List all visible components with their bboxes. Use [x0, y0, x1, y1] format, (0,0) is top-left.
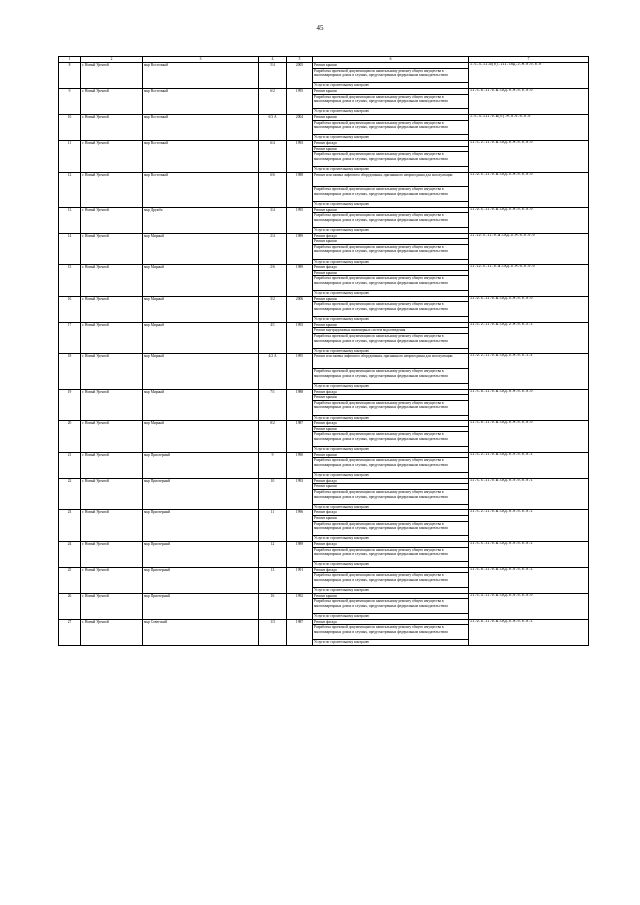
district-cell: мкр Приозерный: [143, 510, 259, 542]
work-item: Услуги по строительному контролю: [314, 259, 370, 264]
house-number-cell: 9: [259, 452, 287, 478]
house-number-cell: 13: [259, 567, 287, 593]
city-cell: г. Новый Уренгой: [81, 389, 143, 421]
year-cell: 1991: [287, 567, 313, 593]
district-cell: мкр Восточный: [143, 172, 259, 207]
work-item: Услуги по строительному контролю: [314, 228, 370, 233]
work-item: Ремонт или замена лифтового оборудования, признанного непригодным для эксплуатации: [313, 354, 468, 369]
table-row: [59, 421, 589, 453]
city-cell: г. Новый Уренгой: [81, 452, 143, 478]
work-code-cell: II-12-5-II-0-Ш-СКД-Л-М-0-0-0-0: [469, 233, 589, 265]
work-item: Ремонт фасада: [313, 141, 468, 147]
work-item: Ремонт фасада: [313, 234, 468, 240]
column-header: 5: [287, 57, 313, 63]
work-code-cell: II-9-5-II-0-Ш-СКД-Л-М-0-0-0-0: [469, 172, 589, 207]
work-code-cell: II-5-2-II-0-Ш-СКД-0-0-0-0-0-1: [469, 452, 589, 478]
year-cell: 1993: [287, 140, 313, 172]
work-code-cell: II-9-5-II-0-Ш-СКД-Л-М-0-0-0-0: [469, 296, 589, 322]
work-code-cell: II-12-5-II-0-Ш-СКД-Л-М-0-0-0-0: [469, 265, 589, 297]
works-cell: [313, 478, 469, 510]
row-number: 13: [59, 207, 81, 233]
district-cell: мкр Приозерный: [143, 541, 259, 567]
work-item: Услуги по строительному контролю: [314, 473, 370, 478]
work-item: Разработка проектной документации по капитальному ремонту общего имущества в многоквартирных домах в случаях, предусмотренных федеральным законодательством: [313, 213, 468, 228]
table-row: [59, 322, 589, 354]
city-cell: г. Новый Уренгой: [81, 541, 143, 567]
city-cell: г. Новый Уренгой: [81, 63, 143, 89]
row-number: 18: [59, 354, 81, 389]
house-number-cell: 16: [259, 593, 287, 619]
city-cell: г. Новый Уренгой: [81, 567, 143, 593]
house-number-cell: 1/3: [259, 619, 287, 645]
work-item: Ремонт крыши: [313, 271, 468, 277]
works-cell: [313, 510, 469, 542]
work-item: Услуги по строительному контролю: [314, 415, 370, 420]
year-cell: 1993: [287, 322, 313, 354]
work-item: Разработка проектной документации по капитальному ремонту общего имущества в многоквартирных домах в случаях, предусмотренных федеральным законодательством: [313, 458, 468, 473]
works-cell: [313, 354, 469, 389]
row-number: 16: [59, 296, 81, 322]
works-cell: [313, 322, 469, 354]
work-item: Ремонт фасада: [313, 510, 468, 516]
work-item: Услуги по строительному контролю: [314, 317, 370, 322]
work-item: Разработка проектной документации по капитальному ремонту общего имущества в многоквартирных домах в случаях, предусмотренных федеральным законодательством: [313, 522, 468, 537]
table-row: [59, 296, 589, 322]
work-item: Разработка проектной документации по капитальному ремонту общего имущества в многоквартирных домах в случаях, предусмотренных федеральным законодательством: [313, 599, 468, 614]
table-row: [59, 354, 589, 389]
works-cell: [313, 172, 469, 207]
district-cell: мкр Мирный: [143, 354, 259, 389]
house-number-cell: 3/2: [259, 296, 287, 322]
works-cell: [313, 88, 469, 114]
district-cell: мкр Восточный: [143, 140, 259, 172]
district-cell: мкр Восточный: [143, 88, 259, 114]
year-cell: 1989: [287, 233, 313, 265]
city-cell: г. Новый Уренгой: [81, 593, 143, 619]
year-cell: 1993: [287, 478, 313, 510]
work-item: Разработка проектной документации по капитальному ремонту общего имущества в многоквартирных домах в случаях, предусмотренных федеральным законодательством: [313, 69, 468, 84]
work-code-cell: II-5-5-II-0-Ш-СКД-0-0-0-0-0-1: [469, 541, 589, 567]
work-item: Разработка проектной документации по капитальному ремонту общего имущества в многоквартирных домах в случаях, предусмотренных федеральным законодательством: [313, 369, 468, 384]
work-item: Ремонт фасада: [313, 265, 468, 271]
district-cell: мкр Приозерный: [143, 567, 259, 593]
work-item: Разработка проектной документации по капитальному ремонту общего имущества в многоквартирных домах в случаях, предусмотренных федеральным законодательством: [313, 548, 468, 563]
house-number-cell: 6/6: [259, 172, 287, 207]
registry-table: [58, 56, 589, 646]
column-header: 6: [313, 57, 469, 63]
work-item: Разработка проектной документации по капитальному ремонту общего имущества в многоквартирных домах в случаях, предусмотренных федеральным законодательством: [313, 276, 468, 291]
works-cell: [313, 207, 469, 233]
work-item: Услуги по строительному контролю: [314, 562, 370, 567]
year-cell: 1995: [287, 207, 313, 233]
row-number: 20: [59, 421, 81, 453]
row-number: 17: [59, 322, 81, 354]
year-cell: 1995: [287, 88, 313, 114]
house-number-cell: 6/4: [259, 140, 287, 172]
district-cell: мкр Восточный: [143, 114, 259, 140]
year-cell: 1989: [287, 265, 313, 297]
year-cell: 1988: [287, 389, 313, 421]
work-item: Разработка проектной документации по капитальному ремонту общего имущества в многоквартирных домах в случаях, предусмотренных федеральным законодательством: [313, 490, 468, 505]
works-cell: [313, 452, 469, 478]
city-cell: г. Новый Уренгой: [81, 296, 143, 322]
district-cell: мкр Дружба: [143, 207, 259, 233]
works-cell: [313, 421, 469, 453]
work-code-cell: I-5-4-III-0-Ш(б)-М-0-0-0-0-0: [469, 114, 589, 140]
city-cell: г. Новый Уренгой: [81, 510, 143, 542]
year-cell: 1989: [287, 541, 313, 567]
works-cell: [313, 296, 469, 322]
city-cell: г. Новый Уренгой: [81, 619, 143, 645]
work-code-cell: II-5-3-II-0-Ш-СКД-0-0-0-0-0-0: [469, 593, 589, 619]
row-number: 8: [59, 63, 81, 89]
table-row: [59, 452, 589, 478]
table-row: [59, 567, 589, 593]
year-cell: 1987: [287, 421, 313, 453]
city-cell: г. Новый Уренгой: [81, 354, 143, 389]
house-number-cell: 4/2 А: [259, 354, 287, 389]
house-number-cell: 6/2: [259, 88, 287, 114]
work-item: Услуги по строительному контролю: [314, 109, 370, 114]
work-item: Разработка проектной документации по капитальному ремонту общего имущества в многоквартирных домах в случаях, предусмотренных федеральным законодательством: [313, 95, 468, 110]
district-cell: мкр Советский: [143, 619, 259, 645]
city-cell: г. Новый Уренгой: [81, 478, 143, 510]
row-number: 11: [59, 140, 81, 172]
row-number: 25: [59, 567, 81, 593]
column-header: 2: [81, 57, 143, 63]
district-cell: мкр Мирный: [143, 233, 259, 265]
work-item: Услуги по строительному контролю: [314, 83, 370, 88]
work-code-cell: II-5-2-II-0-Ш-СКД-0-М-0-0-0-0: [469, 140, 589, 172]
row-number: 24: [59, 541, 81, 567]
work-code-cell: II-5-6-II-0-Ш-СКД-0-М-0-0-0-0: [469, 421, 589, 453]
column-header: 3: [143, 57, 259, 63]
work-item: Услуги по строительному контролю: [314, 135, 370, 140]
house-number-cell: 11: [259, 510, 287, 542]
work-item: Услуги по строительному контролю: [314, 166, 370, 171]
works-cell: [313, 265, 469, 297]
city-cell: г. Новый Уренгой: [81, 265, 143, 297]
table-row: [59, 619, 589, 645]
year-cell: 1990: [287, 452, 313, 478]
work-item: Ремонт фасада: [313, 542, 468, 548]
year-cell: 1988: [287, 172, 313, 207]
row-number: 21: [59, 452, 81, 478]
row-number: 27: [59, 619, 81, 645]
house-number-cell: 6/3 А: [259, 114, 287, 140]
work-item: Ремонт крыши: [313, 115, 468, 121]
work-item: Разработка проектной документации по капитальному ремонту общего имущества в многоквартирных домах в случаях, предусмотренных федеральным законодательством: [313, 334, 468, 349]
work-code-cell: II-5-6-II-0-Ш-СКД-0-М-0-0-0-0: [469, 389, 589, 421]
city-cell: г. Новый Уренгой: [81, 322, 143, 354]
work-item: Разработка проектной документации по капитальному ремонту общего имущества в многоквартирных домах в случаях, предусмотренных федеральным законодательством: [313, 245, 468, 260]
city-cell: г. Новый Уренгой: [81, 207, 143, 233]
house-number-cell: 8/2: [259, 421, 287, 453]
table-row: [59, 172, 589, 207]
district-cell: мкр Мирный: [143, 265, 259, 297]
row-number: 26: [59, 593, 81, 619]
work-item: Разработка проектной документации по капитальному ремонту общего имущества в многоквартирных домах в случаях, предусмотренных федеральным законодательством: [313, 401, 468, 416]
row-number: 22: [59, 478, 81, 510]
work-item: Ремонт крыши: [313, 147, 468, 153]
work-item: Ремонт крыши: [313, 89, 468, 95]
row-number: 12: [59, 172, 81, 207]
row-number: 14: [59, 233, 81, 265]
city-cell: г. Новый Уренгой: [81, 233, 143, 265]
row-number: 23: [59, 510, 81, 542]
work-item: Услуги по строительному контролю: [314, 447, 370, 452]
work-item: Услуги по строительному контролю: [314, 504, 370, 509]
house-number-cell: 10: [259, 478, 287, 510]
column-header: 1: [59, 57, 81, 63]
city-cell: г. Новый Уренгой: [81, 114, 143, 140]
city-cell: г. Новый Уренгой: [81, 140, 143, 172]
table-row: [59, 114, 589, 140]
works-cell: [313, 140, 469, 172]
works-cell: [313, 541, 469, 567]
work-code-cell: II-5-2-II-0-Ш-СКД-2-М-0-0-2-1: [469, 322, 589, 354]
work-item: Ремонт крыши: [313, 395, 468, 401]
work-item: Ремонт фасада: [313, 620, 468, 626]
works-cell: [313, 593, 469, 619]
work-item: Услуги по строительному контролю: [314, 291, 370, 296]
row-number: 19: [59, 389, 81, 421]
district-cell: мкр Мирный: [143, 421, 259, 453]
city-cell: г. Новый Уренгой: [81, 421, 143, 453]
work-item: Услуги по строительному контролю: [314, 588, 370, 593]
table-row: [59, 140, 589, 172]
house-number-cell: 4/1: [259, 322, 287, 354]
work-item: Услуги по строительному контролю: [314, 202, 370, 207]
work-item: Услуги по строительному контролю: [314, 384, 370, 389]
district-cell: мкр Приозерный: [143, 452, 259, 478]
district-cell: мкр Мирный: [143, 322, 259, 354]
city-cell: г. Новый Уренгой: [81, 172, 143, 207]
work-item: Разработка проектной документации по капитальному ремонту общего имущества в многоквартирных домах в случаях, предусмотренных федеральным законодательством: [313, 302, 468, 317]
work-item: Ремонт крыши: [313, 63, 468, 69]
district-cell: мкр Приозерный: [143, 478, 259, 510]
work-item: Ремонт крыши: [313, 453, 468, 459]
work-item: Разработка проектной документации по капитальному ремонту общего имущества в многоквартирных домах в случаях, предусмотренных федеральным законодательством: [313, 625, 468, 640]
works-cell: [313, 619, 469, 645]
works-cell: [313, 233, 469, 265]
work-item: Услуги по строительному контролю: [314, 640, 370, 645]
work-item: Ремонт фасада: [313, 421, 468, 427]
table-row: [59, 233, 589, 265]
work-code-cell: II-5-6-II-0-Ш-СКД-0-М-0-0-0-0: [469, 88, 589, 114]
house-number-cell: 5/4: [259, 63, 287, 89]
column-header: 7: [469, 57, 589, 63]
table-row: [59, 265, 589, 297]
work-item: Ремонт фасада: [313, 568, 468, 574]
district-cell: мкр Приозерный: [143, 593, 259, 619]
work-item: Ремонт фасада: [313, 390, 468, 396]
work-code-cell: II-9-6-II-0-Ш-СКД-Л-М-0-0-0-1: [469, 619, 589, 645]
work-item: Услуги по строительному контролю: [314, 348, 370, 353]
works-cell: [313, 114, 469, 140]
house-number-cell: 7/1: [259, 389, 287, 421]
year-cell: 1995: [287, 354, 313, 389]
house-number-cell: 12: [259, 541, 287, 567]
district-cell: мкр Мирный: [143, 389, 259, 421]
table-row: [59, 207, 589, 233]
work-item: Ремонт крыши: [313, 484, 468, 490]
work-code-cell: II-9-2-II-0-Ш-СКД-Л-М-0-0-1-4: [469, 354, 589, 389]
work-item: Ремонт крыши: [313, 427, 468, 433]
work-item: Разработка проектной документации по капитальному ремонту общего имущества в многоквартирных домах в случаях, предусмотренных федеральным законодательством: [313, 187, 468, 202]
table-row: [59, 88, 589, 114]
table-row: [59, 510, 589, 542]
year-cell: 2006: [287, 296, 313, 322]
district-cell: мкр Восточный: [143, 63, 259, 89]
work-item: Ремонт или замена лифтового оборудования, признанного непригодным для эксплуатации: [313, 173, 468, 188]
table-row: [59, 478, 589, 510]
house-number-cell: 2/6: [259, 265, 287, 297]
works-cell: [313, 389, 469, 421]
work-item: Ремонт крыши: [313, 208, 468, 214]
work-item: Разработка проектной документации по капитальному ремонту общего имущества в многоквартирных домах в случаях, предусмотренных федеральным законодательством: [313, 432, 468, 447]
year-cell: 2005: [287, 63, 313, 89]
works-cell: [313, 567, 469, 593]
work-item: Разработка проектной документации по капитальному ремонту общего имущества в многоквартирных домах в случаях, предусмотренных федеральным законодательством: [313, 573, 468, 588]
row-number: 9: [59, 88, 81, 114]
page-number: 45: [316, 24, 324, 32]
house-number-cell: 3/4: [259, 207, 287, 233]
house-number-cell: 2/4: [259, 233, 287, 265]
district-cell: мкр Мирный: [143, 296, 259, 322]
work-code-cell: II-9-5-II-0-Ш-СКД-Л-М-0-0-0-0: [469, 207, 589, 233]
year-cell: 1987: [287, 619, 313, 645]
city-cell: г. Новый Уренгой: [81, 88, 143, 114]
work-item: Ремонт внутридомовых инженерных систем водоотведения: [313, 328, 468, 334]
work-code-cell: II-5-2-II-0-Ш-СКД-0-0-0-0-0-1: [469, 510, 589, 542]
row-number: 15: [59, 265, 81, 297]
work-item: Ремонт крыши: [313, 297, 468, 303]
year-cell: 1992: [287, 593, 313, 619]
table-row: [59, 541, 589, 567]
work-code-cell: II-5-6-II-0-Ш-СКД-0-0-0-0-0-1: [469, 567, 589, 593]
work-item: Ремонт крыши: [313, 323, 468, 329]
work-code-cell: I-5-4-II-Ш(б)-III-СКД-2-М-0-0-0-0: [469, 63, 589, 89]
work-item: Ремонт крыши: [313, 239, 468, 245]
column-header: 4: [259, 57, 287, 63]
work-item: Услуги по строительному контролю: [314, 536, 370, 541]
table-row: [59, 389, 589, 421]
work-item: Ремонт крыши: [313, 594, 468, 600]
table-row: [59, 593, 589, 619]
work-item: Услуги по строительному контролю: [314, 614, 370, 619]
table-row: [59, 63, 589, 89]
row-number: 10: [59, 114, 81, 140]
work-item: Разработка проектной документации по капитальному ремонту общего имущества в многоквартирных домах в случаях, предусмотренных федеральным законодательством: [313, 152, 468, 167]
work-item: Ремонт фасада: [313, 479, 468, 485]
work-item: Разработка проектной документации по капитальному ремонту общего имущества в многоквартирных домах в случаях, предусмотренных федеральным законодательством: [313, 121, 468, 136]
works-cell: [313, 63, 469, 89]
year-cell: 2004: [287, 114, 313, 140]
work-item: Ремонт крыши: [313, 516, 468, 522]
year-cell: 1996: [287, 510, 313, 542]
work-code-cell: II-5-5-II-0-Ш-СКД-0-0-0-0-0-1: [469, 478, 589, 510]
